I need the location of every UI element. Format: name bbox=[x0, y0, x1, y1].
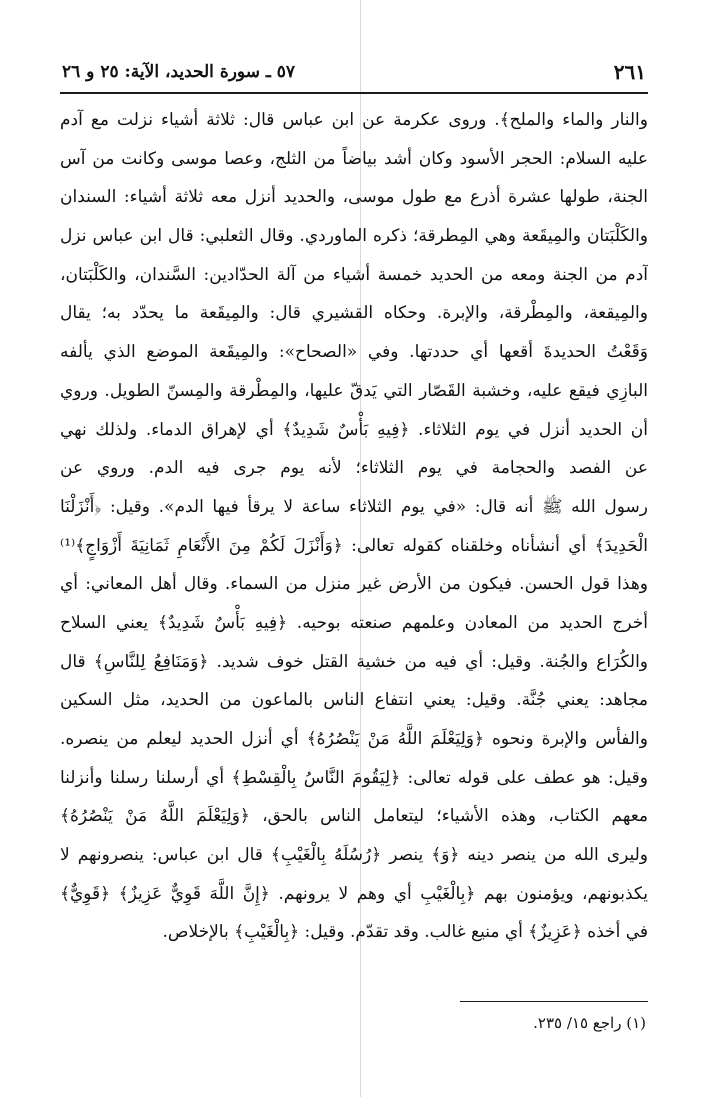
text-line: وَقَعْتُ الحديدةَ أقعها أي حددتها. وفي «الصحاح»: والمِيقَعة الموضع الذي يألفه bbox=[60, 342, 648, 363]
text-line: والمِيقعة، والمِطْرقة، والإبرة. وحكاه القشيري قال: والمِيقَعة ما يحدّد به؛ يقال bbox=[60, 303, 648, 324]
main-text bbox=[60, 101, 648, 952]
page-header bbox=[62, 58, 646, 92]
text-line: وهذا قول الحسن. فيكون من الأرض غير منزل من السماء. وقال أهل المعاني: أي bbox=[60, 574, 648, 595]
text-line: وليرى الله من ينصر دينه ﴿وَ﴾ ينصر ﴿رُسُلَهُ بِالْغَيْبِ﴾ قال ابن عباس: ينصرونهم لا bbox=[60, 845, 648, 866]
page-number: ٢٦١ bbox=[613, 60, 646, 84]
text-line: الجنة، طولها عشرة أذرع مع طول موسى، والحديد أنزل معه ثلاثة أشياء: السندان bbox=[60, 187, 648, 208]
text-line: والكُرَاع والجُنة. وقيل: أي فيه من خشية القتل خوف شديد. ﴿وَمَنَافِعُ لِلنَّاسِ﴾ قال bbox=[60, 651, 648, 672]
text-line: وقيل: هو عطف على قوله تعالى: ﴿لِيَقُومَ النَّاسُ بِالْقِسْطِ﴾ أي أرسلنا رسلنا وأنزلنا bbox=[60, 767, 648, 788]
text-line: عن الفصد والحجامة في يوم الثلاثاء؛ لأنه يوم جرى فيه الدم. وروي عن bbox=[60, 458, 648, 479]
header-rule bbox=[60, 92, 648, 94]
text-line: مجاهد: يعني جُنَّة. وقيل: يعني انتفاع الناس بالماعون من الحديد، مثل السكين bbox=[60, 690, 648, 711]
text-line: والفأس والإبرة ونحوه ﴿وَلِيَعْلَمَ اللَّهُ مَنْ يَنْصُرُهُ﴾ أي أنزل الحديد ليعلم من ينصره. bbox=[60, 729, 648, 749]
footnote: (١) راجع ١٥/ ٢٣٥. bbox=[533, 1014, 646, 1032]
text-line: رسول الله ﷺ أنه قال: «في يوم الثلاثاء ساعة لا يرقأ فيها الدم». وقيل: ﴿أَنْزَلْنَا bbox=[60, 496, 648, 517]
text-line: البازِي فيقع عليه، وخشبة القَصّار التي يَدقّ عليها، والمِطْرقة والمِسنّ الطويل. وروي bbox=[60, 380, 648, 401]
running-title: ٥٧ ـ سورة الحديد، الآية: ٢٥ و ٢٦ bbox=[62, 62, 296, 82]
text-line: أن الحديد أنزل في يوم الثلاثاء. ﴿فِيهِ بَأْسٌ شَدِيدٌ﴾ أي لإهراق الدماء. ولذلك نهي bbox=[60, 419, 648, 440]
text-line: والكَلْبَتان والمِيقَعة وهي المِطرقة؛ ذكره الماوردي. وقال الثعلبي: قال ابن عباس نزل bbox=[60, 226, 648, 247]
text-line: معهم الكتاب، وهذه الأشياء؛ ليتعامل الناس بالحق، ﴿وَلِيَعْلَمَ اللَّهُ مَنْ يَنْصُرُهُ﴾ bbox=[60, 806, 648, 827]
text-line: آدم من الجنة ومعه من الحديد خمسة أشياء من آلة الحدّادين: السَّندان، والكَلْبَتان، bbox=[60, 264, 648, 285]
text-line: في أخذه ﴿عَزِيزٌ﴾ أي منيع غالب. وقد تقدّم. وقيل: ﴿بِالْغَيْبِ﴾ بالإخلاص. bbox=[162, 922, 648, 943]
text-line: الْحَدِيدَ﴾ أي أنشأناه وخلقناه كقوله تعالى: ﴿وَأَنْزَلَ لَكُمْ مِنَ الأَنْعَامِ ثَمَانِيَةَ أَزْوَاجٍ﴾⁽¹⁾ bbox=[60, 535, 648, 556]
text-line: يكذبونهم، ويؤمنون بهم ﴿بِالْغَيْبِ أي وهم لا يرونهم. ﴿إِنَّ اللَّهَ قَوِيٌّ عَزِيزٌ﴾ ﴿قَوِيٌّ﴾ bbox=[60, 883, 648, 904]
text-line: عليه السلام: الحجر الأسود وكان أشد بياضاً من الثلج، وعصا موسى وكانت من آس bbox=[60, 148, 648, 169]
text-line: أخرج الحديد من المعادن وعلمهم صنعته بوحيه. ﴿فِيهِ بَأْسٌ شَدِيدٌ﴾ يعني السلاح bbox=[60, 612, 648, 633]
text-line: والنار والماء والملح﴾. وروى عكرمة عن ابن عباس قال: ثلاثة أشياء نزلت مع آدم bbox=[60, 110, 648, 130]
footnote-rule bbox=[460, 1001, 648, 1002]
